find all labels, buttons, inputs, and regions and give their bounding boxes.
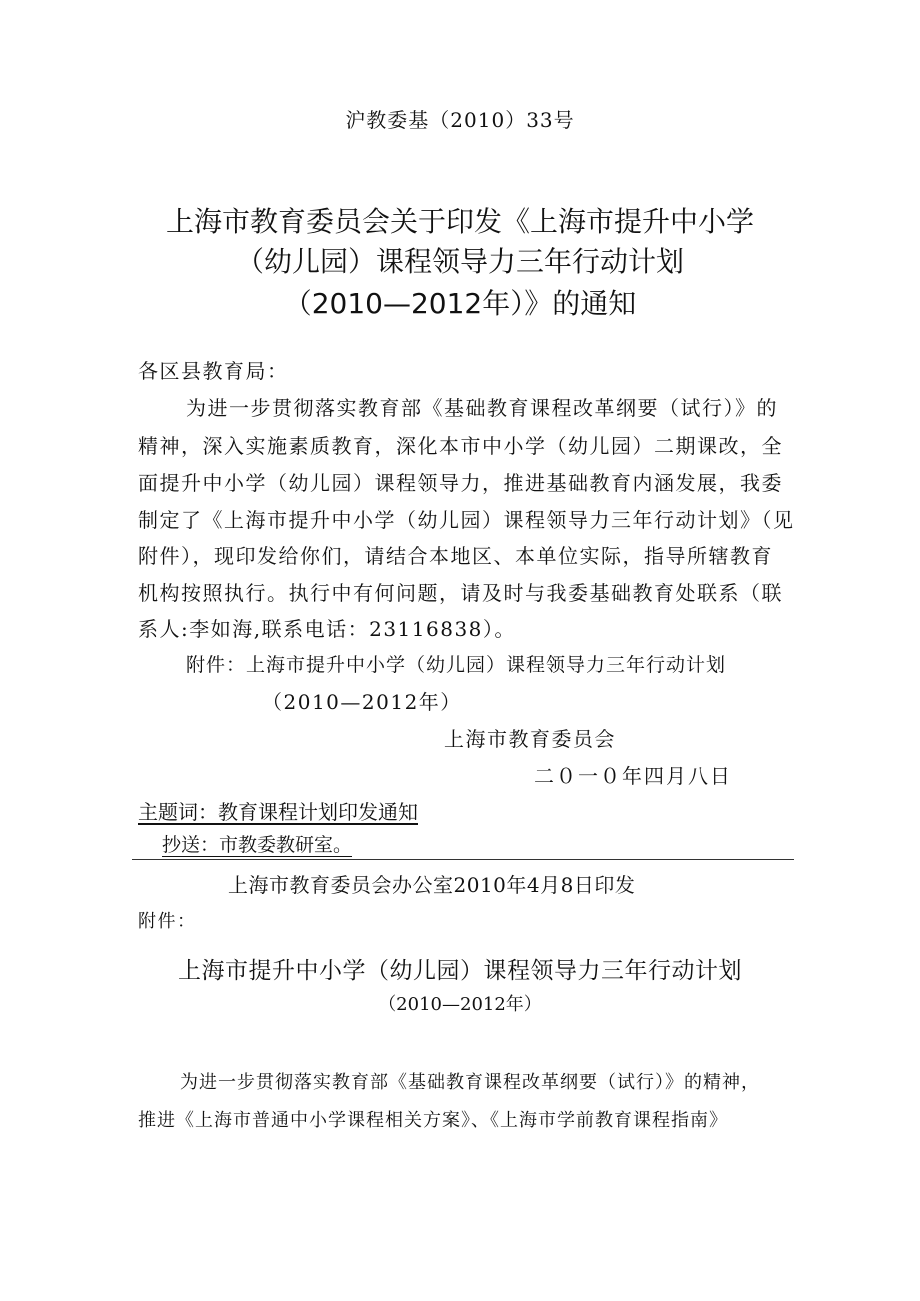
paragraph-line-5: 附件），现印发给你们，请结合本地区、本单位实际，指导所辖教育 — [138, 544, 773, 568]
cc-line: 抄送：市教委教研室。 — [162, 834, 353, 856]
attachment-paragraph-line-1: 为进一步贯彻落实教育部《基础教育课程改革纲要（试行）》的精神， — [180, 1072, 760, 1093]
print-line: 上海市教育委员会办公室2010年4月8日印发 — [228, 873, 636, 897]
paragraph-line-6: 机构按照执行。执行中有何问题，请及时与我委基础教育处联系（联 — [138, 581, 783, 605]
paragraph-line-7: 系人:李如海,联系电话：23116838）。 — [138, 617, 516, 641]
divider-rule — [132, 859, 794, 860]
salutation: 各区县教育局： — [138, 359, 289, 383]
title-line-3: （2010—2012年）》的通知 — [283, 287, 637, 320]
attachment-years: （2010—2012年） — [378, 994, 542, 1015]
title-line-2: （幼儿园）课程领导力三年行动计划 — [235, 245, 684, 278]
subject-words: 主题词：教育课程计划印发通知 — [138, 800, 418, 824]
attachment-label: 附件： — [138, 911, 197, 932]
paragraph-line-4: 制定了《上海市提升中小学（幼儿园）课程领导力三年行动计划》（见 — [138, 508, 795, 532]
attachment-title: 上海市提升中小学（幼儿园）课程领导力三年行动计划 — [178, 958, 742, 984]
paragraph-line-2: 精神，深入实施素质教育，深化本市中小学（幼儿园）二期课改，全 — [138, 434, 783, 458]
issuer: 上海市教育委员会 — [444, 727, 616, 751]
title-line-1: 上海市教育委员会关于印发《上海市提升中小学 — [165, 205, 754, 238]
attachment-reference: 附件：上海市提升中小学（幼儿园）课程领导力三年行动计划 — [186, 654, 727, 676]
document-number: 沪教委基（2010）33号 — [345, 108, 575, 132]
paragraph-line-3: 面提升中小学（幼儿园）课程领导力，推进基础教育内涵发展，我委 — [138, 471, 783, 495]
paragraph-line-1: 为进一步贯彻落实教育部《基础教育课程改革纲要（试行）》的 — [186, 396, 778, 420]
attachment-reference-years: （2010—2012年） — [262, 690, 462, 714]
attachment-paragraph-line-2: 推进《上海市普通中小学课程相关方案》、《上海市学前教育课程指南》 — [138, 1110, 728, 1131]
issue-date: 二０一０年四月八日 — [534, 764, 732, 788]
